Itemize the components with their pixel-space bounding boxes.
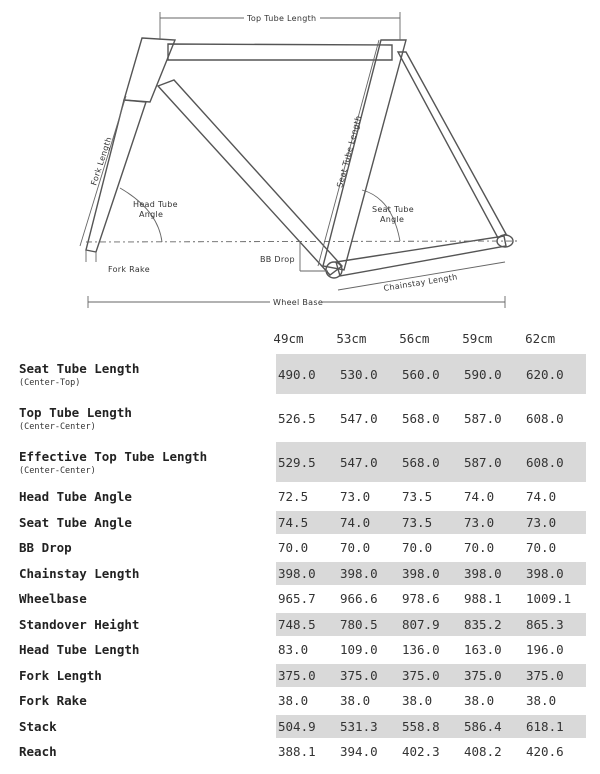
table-cell: 394.0 [340,744,378,760]
row-name: Stack [19,718,57,734]
fork-rake-label: Fork Rake [108,265,150,274]
table-cell: 529.5 [278,454,316,470]
row-values [276,442,586,482]
seat-tube-angle-label-line1: Seat Tube [372,205,415,214]
table-cell: 965.7 [278,591,316,607]
size-header: 59cm [462,330,493,346]
row-label [14,642,276,657]
row-values [276,715,586,738]
table-cell: 38.0 [402,693,433,709]
chainstay-length-label: Chainstay Length [382,272,459,293]
table-cell: 504.9 [278,718,316,734]
table-cell: 70.0 [526,540,557,556]
table-cell: 835.2 [464,616,502,632]
row-name: BB Drop [19,540,72,556]
table-cell: 70.0 [402,540,433,556]
table-row [14,396,586,440]
table-cell: 608.0 [526,454,564,470]
size-header: 53cm [336,330,367,346]
row-name: Fork Length [19,667,102,683]
table-cell: 558.8 [402,718,440,734]
seat-stay-shape [398,52,506,238]
row-values [276,638,586,661]
table-row [14,510,586,536]
row-name: Reach [19,744,57,760]
row-label [14,540,276,555]
table-cell: 560.0 [402,366,440,382]
table-cell: 398.0 [402,565,440,581]
seat-tube-length-label: Seat Tube Length [335,114,364,189]
row-label [14,719,276,734]
table-cell: 398.0 [340,565,378,581]
table-cell: 73.5 [402,514,433,530]
table-cell: 375.0 [402,667,440,683]
table-cell: 865.3 [526,616,564,632]
row-values [276,587,586,610]
table-cell: 547.0 [340,410,378,426]
table-cell: 375.0 [340,667,378,683]
head-tube-angle-label-line1: Head Tube [133,200,178,209]
row-values [276,536,586,559]
top-tube-shape [168,44,392,60]
row-values [276,354,586,394]
table-cell: 526.5 [278,410,316,426]
row-values [276,485,586,508]
row-name: Wheelbase [19,591,87,607]
table-cell: 38.0 [464,693,495,709]
row-values [276,613,586,636]
row-subtitle: (Center-Center) [19,421,96,432]
table-cell: 988.1 [464,591,502,607]
row-name: Top Tube Length [19,404,132,420]
table-cell: 375.0 [526,667,564,683]
table-cell: 568.0 [402,454,440,470]
table-cell: 608.0 [526,410,564,426]
table-cell: 978.6 [402,591,440,607]
table-cell: 136.0 [402,642,440,658]
table-cell: 375.0 [278,667,316,683]
row-name: Chainstay Length [19,565,140,581]
row-values [276,398,586,438]
table-row [14,612,586,638]
table-cell: 74.5 [278,514,309,530]
table-cell: 807.9 [402,616,440,632]
row-label [14,489,276,504]
row-name: Head Tube Angle [19,489,132,505]
row-name: Seat Tube Angle [19,514,132,530]
row-values [276,689,586,712]
table-cell: 163.0 [464,642,502,658]
table-cell: 38.0 [340,693,371,709]
table-cell: 408.2 [464,744,502,760]
table-cell: 402.3 [402,744,440,760]
table-cell: 109.0 [340,642,378,658]
table-cell: 398.0 [464,565,502,581]
seat-tube-angle-label-line2: Angle [380,215,405,224]
table-cell: 530.0 [340,366,378,382]
bottom-bracket-shape [326,262,342,278]
row-label [14,591,276,606]
table-row [14,352,586,396]
row-label [14,693,276,708]
table-cell: 70.0 [278,540,309,556]
fork-length-dimension-line [80,96,126,246]
head-tube-angle-label-line2: Angle [139,210,164,219]
table-cell: 73.5 [402,489,433,505]
frame-diagram-svg [0,0,600,322]
table-cell: 620.0 [526,366,564,382]
size-header: 49cm [273,330,304,346]
row-values [276,664,586,687]
table-cell: 74.0 [340,514,371,530]
table-cell: 547.0 [340,454,378,470]
size-header: 56cm [399,330,430,346]
table-cell: 618.1 [526,718,564,734]
row-label [14,744,276,759]
bb-drop-label: BB Drop [260,255,295,264]
row-name: Fork Rake [19,693,87,709]
table-row [14,688,586,714]
seat-tube-shape [323,40,406,270]
table-row [14,440,586,484]
table-cell: 70.0 [464,540,495,556]
table-cell: 73.0 [464,514,495,530]
table-cell: 780.5 [340,616,378,632]
row-label [14,668,276,683]
row-name: Effective Top Tube Length [19,448,208,464]
wheel-base-label: Wheel Base [273,298,324,307]
frame-geometry-diagram [0,0,600,322]
row-label [14,449,276,476]
row-name: Standover Height [19,616,140,632]
size-header: 62cm [525,330,556,346]
table-cell: 1009.1 [526,591,572,607]
table-cell: 587.0 [464,454,502,470]
table-cell: 590.0 [464,366,502,382]
row-values [276,562,586,585]
table-row [14,484,586,510]
table-row [14,637,586,663]
table-row [14,535,586,561]
row-values [276,740,586,763]
table-row [14,714,586,740]
row-label [14,617,276,632]
table-cell: 38.0 [278,693,309,709]
axle-line [86,241,520,242]
table-cell: 74.0 [464,489,495,505]
table-cell: 420.6 [526,744,564,760]
fork-length-label: Fork Length [89,135,114,187]
table-cell: 587.0 [464,410,502,426]
table-cell: 375.0 [464,667,502,683]
row-values [276,511,586,534]
table-cell: 73.0 [340,489,371,505]
table-cell: 398.0 [278,565,316,581]
top-tube-length-label: Top Tube Length [247,14,317,23]
table-cell: 83.0 [278,642,309,658]
row-subtitle: (Center-Center) [19,465,96,476]
table-cell: 72.5 [278,489,309,505]
row-label [14,361,276,388]
row-subtitle: (Center-Top) [19,377,81,388]
size-header-row [14,324,586,352]
row-label [14,515,276,530]
table-row [14,663,586,689]
table-cell: 586.4 [464,718,502,734]
table-cell: 70.0 [340,540,371,556]
table-cell: 196.0 [526,642,564,658]
down-tube-shape [158,80,342,275]
row-name: Head Tube Length [19,642,140,658]
table-cell: 73.0 [526,514,557,530]
table-cell: 398.0 [526,565,564,581]
row-label [14,405,276,432]
table-row [14,739,586,765]
table-cell: 966.6 [340,591,378,607]
table-cell: 748.5 [278,616,316,632]
table-cell: 388.1 [278,744,316,760]
chainstay-shape [336,236,506,276]
table-row [14,586,586,612]
table-cell: 531.3 [340,718,378,734]
table-cell: 38.0 [526,693,557,709]
table-cell: 74.0 [526,489,557,505]
geometry-table [14,324,586,765]
table-cell: 490.0 [278,366,316,382]
row-label [14,566,276,581]
row-name: Seat Tube Length [19,360,140,376]
table-cell: 568.0 [402,410,440,426]
table-row [14,561,586,587]
